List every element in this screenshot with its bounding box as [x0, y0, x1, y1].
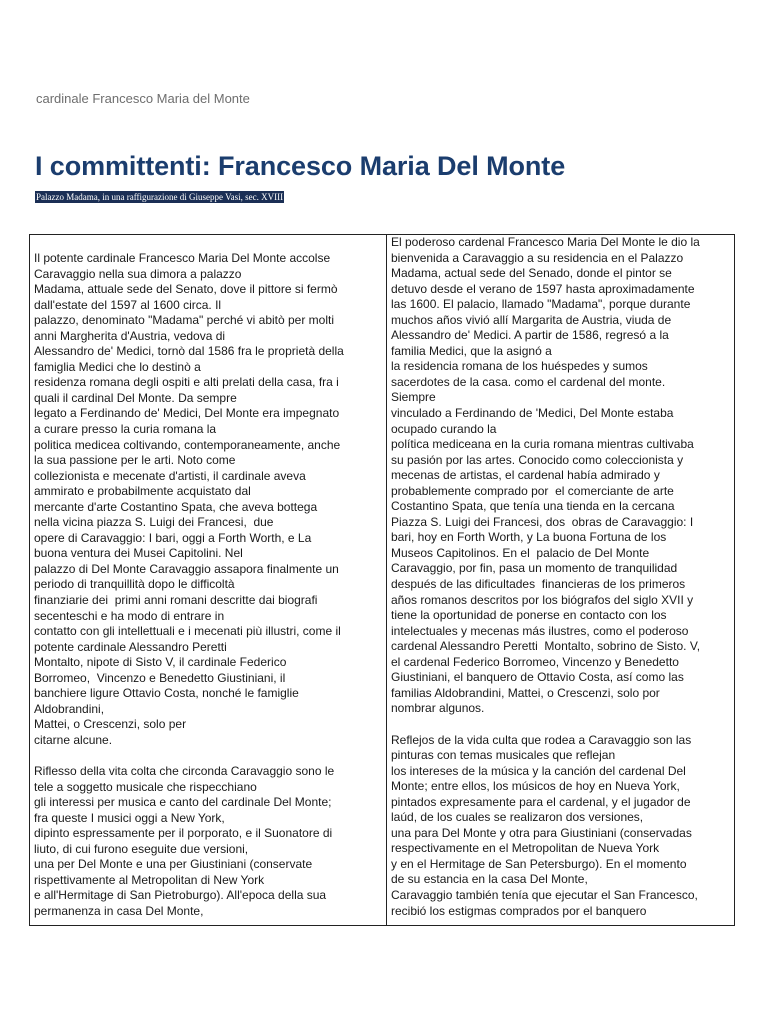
italian-text-column: Il potente cardinale Francesco Maria Del Monte accolse Caravaggio nella sua dimora a palazzo Madama, attuale sede del Senato, dove il pittore si fermò dall'estate del 1597 al 1600 circa. Il palazzo, denominato "Madama" perché vi abitò per molti anni Margherita d'Austria, vedova di Alessandro de' Medici, tornò dal 1586 fra le proprietà della famiglia Medici che lo destinò a residenza romana degli ospiti e alti prelati della casa, fra i quali il cardinal Del Monte. Da sempre legato a Ferdinando de' Medici, Del Monte era impegnato a curare presso la curia romana la politica medicea coltivando, contemporaneamente, anche la sua passione per le arti. Noto come collezionista e mecenate d'artisti, il cardinale aveva ammirato e probabilmente acquistato dal mercante d'arte Costantino Spata, che aveva bottega nella vicina piazza S. Luigi dei Francesi, due opere di Caravaggio: I bari, oggi a Forth Worth, e La buona ventura dei Musei Capitolini. Nel palazzo di Del Monte Caravaggio assapora finalmente un periodo di tranquillità dopo le difficoltà finanziarie dei primi anni romani descritte dai biografi secenteschi e ha modo di entrare in contatto con gli intellettuali e i mecenati più illustri, come il potente cardinale Alessandro Peretti Montalto, nipote di Sisto V, il cardinale Federico Borromeo, Vincenzo e Benedetto Giustiniani, il banchiere ligure Ottavio Costa, nonché le famiglie Aldobrandini, Mattei, o Crescenzi, solo per citarne alcune. Riflesso della vita colta che circonda Caravaggio sono le tele a soggetto musicale che rispecchiano gli interessi per musica e canto del cardinale Del Monte; fra queste I musici oggi a New York, dipinto espressamente per il porporato, e il Suonatore di liuto, di cui furono eseguite due versioni, una per Del Monte e una per Giustiniani (conservate rispettivamente al Metropolitan di New York e all'Hermitage di San Pietroburgo). All'epoca della sua permanenza in casa Del Monte, [34, 251, 344, 918]
image-caption: Palazzo Madama, in una raffigurazione di Giuseppe Vasi, sec. XVIII [36, 192, 284, 202]
header-caption: cardinale Francesco Maria del Monte [36, 91, 250, 106]
spanish-text-column: El poderoso cardenal Francesco Maria Del Monte le dio la bienvenida a Caravaggio a su residencia en el Palazzo Madama, actual sede del Senado, donde el pintor se detuvo desde el verano de 1597 hasta aproximadamente las 1600. El palacio, llamado "Madama", porque durante muchos años vivió allí Margarita de Austria, viuda de Alessandro de' Medici. A partir de 1586, regresó a la familia Medici, que la asignó a la residencia romana de los huéspedes y sumos sacerdotes de la casa. como el cardenal del monte. Siempre vinculado a Ferdinando de 'Medici, Del Monte estaba ocupado curando la política mediceana en la curia romana mientras cultivaba su pasión por las artes. Conocido como coleccionista y mecenas de artistas, el cardenal había admirado y probablemente comprado por el comerciante de arte Costantino Spata, que tenía una tienda en la cercana Piazza S. Luigi dei Francesi, dos obras de Caravaggio: I bari, hoy en Forth Worth, y La buona Fortuna de los Museos Capitolinos. En el palacio de Del Monte Caravaggio, por fin, pasa un momento de tranquilidad después de las dificultades financieras de los primeros años romanos descritos por los biógrafos del siglo XVII y tiene la oportunidad de ponerse en contacto con los intelectuales y mecenas más ilustres, como el poderoso cardenal Alessandro Peretti Montalto, sobrino de Sisto. V, el cardenal Federico Borromeo, Vincenzo y Benedetto Giustiniani, el banquero de Ottavio Costa, así como las familias Aldobrandini, Mattei, o Crescenzi, solo por nombrar algunos. Reflejos de la vida culta que rodea a Caravaggio son las pinturas con temas musicales que reflejan los intereses de la música y la canción del cardenal Del Monte; entre ellos, los músicos de hoy en Nueva York, pintados expresamente para el cardenal, y el jugador de laúd, de los cuales se realizaron dos versiones, una para Del Monte y otra para Giustiniani (conservadas respectivamente en el Metropolitan de Nueva York y en el Hermitage de San Petersburgo). En el momento de su estancia en la casa Del Monte, Caravaggio también tenía que ejecutar el San Francesco, recibió los estigmas comprados por el banquero [391, 235, 701, 918]
column-divider [386, 235, 387, 925]
page-title: I committenti: Francesco Maria Del Monte [35, 151, 566, 181]
bilingual-text-table [29, 234, 735, 926]
